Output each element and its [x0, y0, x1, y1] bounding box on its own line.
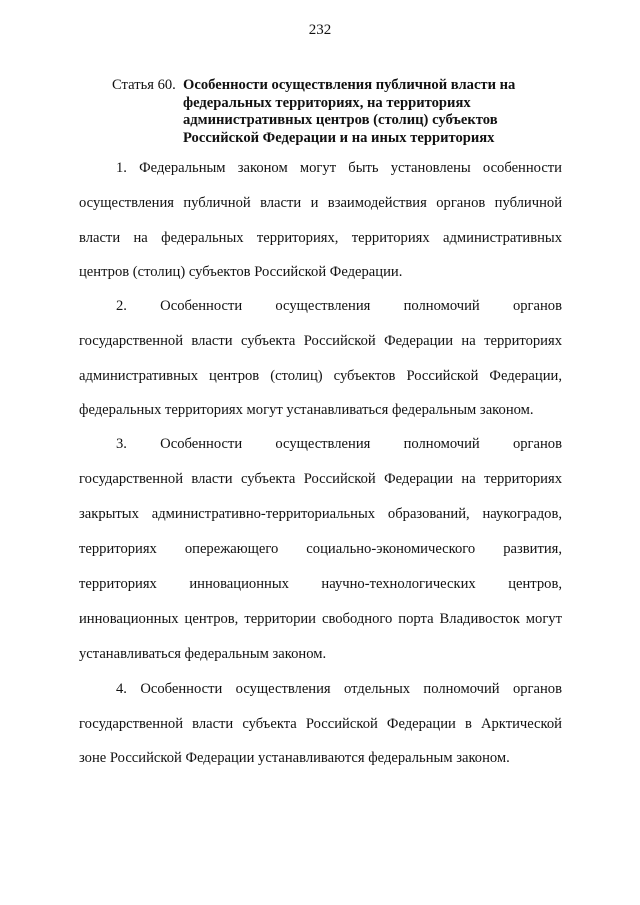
paragraph-line: государственной власти субъекта Российской Федерации на территориях	[79, 333, 562, 349]
paragraph-line: инновационных центров, территории свободного порта Владивосток могут	[79, 611, 562, 627]
paragraph-line: 1. Федеральным законом могут быть установлены особенности	[116, 160, 562, 176]
article-title-line: федеральных территориях, на территориях	[183, 94, 471, 111]
paragraph-line: 4. Особенности осуществления отдельных полномочий органов	[116, 681, 562, 697]
paragraph-line: 2. Особенности осуществления полномочий органов	[116, 298, 562, 314]
article-title-line: Особенности осуществления публичной власти на	[183, 77, 516, 93]
paragraph-line: федеральных территориях могут устанавливаться федеральным законом.	[79, 402, 534, 418]
article-title	[183, 77, 572, 147]
article-header	[112, 77, 572, 147]
paragraph-line: устанавливаться федеральным законом.	[79, 646, 327, 662]
paragraph-line: закрытых административно-территориальных образований, наукоградов,	[79, 506, 562, 522]
paragraph-line: государственной власти субъекта Российской Федерации на территориях	[79, 471, 562, 487]
page-number: 232	[308, 22, 332, 38]
paragraph-line: территориях инновационных научно-технологических центров,	[79, 576, 562, 592]
paragraph-line: 3. Особенности осуществления полномочий органов	[116, 436, 562, 452]
paragraph-line: осуществления публичной власти и взаимодействия органов публичной	[79, 195, 562, 211]
paragraph-line: административных центров (столиц) субъектов Российской Федерации,	[79, 368, 562, 384]
article-title-line: административных центров (столиц) субъектов	[183, 112, 498, 128]
paragraph-line: центров (столиц) субъектов Российской Федерации.	[79, 264, 403, 280]
article-title-line: Российской Федерации и на иных территориях	[183, 129, 495, 146]
article-number: Статья 60.	[112, 77, 176, 93]
paragraph-line: зоне Российской Федерации устанавливаются федеральным законом.	[79, 750, 510, 766]
paragraph-line: власти на федеральных территориях, территориях административных	[79, 230, 562, 246]
paragraph-line: государственной власти субъекта Российской Федерации в Арктической	[79, 716, 562, 732]
paragraph-line: территориях опережающего социально-экономического развития,	[79, 541, 562, 557]
